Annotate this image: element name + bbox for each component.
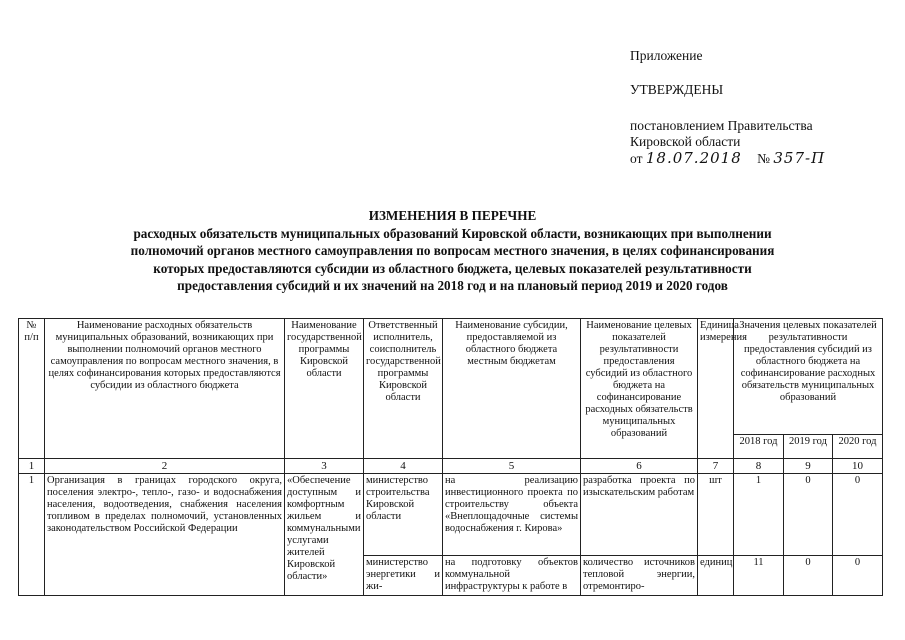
row-value-2018: 1	[734, 474, 784, 556]
title-line-4: которых предоставляются субсидии из областного бюджета, целевых показателей результативности	[153, 260, 752, 276]
handwritten-date: 18.07.2018	[645, 149, 742, 167]
col-number: 9	[784, 459, 833, 474]
col-number: 1	[19, 459, 45, 474]
col-number: 8	[734, 459, 784, 474]
table-row	[19, 474, 883, 556]
row-indicator: разработка проекта по изыскательским работам	[581, 474, 698, 556]
row-unit: единиц	[698, 556, 734, 596]
obligations-table	[18, 318, 883, 596]
header-values: Значения целевых показателей результативности предоставления субсидий из областного бюджета на софинансирование расходных обязательств муниципальных образований	[734, 319, 883, 435]
header-subsidy: Наименование субсидии, предоставляемой из областного бюджета местным бюджетам	[443, 319, 581, 459]
handwritten-number: 357-П	[773, 149, 826, 167]
number-prefix: №	[757, 151, 771, 166]
col-number: 6	[581, 459, 698, 474]
approved-label: УТВЕРЖДЕНЫ	[630, 82, 724, 97]
row-num: 1	[19, 474, 45, 596]
title-line-3: полномочий органов местного самоуправления по вопросам местного значения, в целях софинансирования	[130, 243, 775, 258]
decree-date-number	[630, 150, 825, 167]
col-number: 2	[45, 459, 285, 474]
row-subsidy: на подготовку объектов коммунальной инфраструктуры к работе в	[443, 556, 581, 596]
col-number: 3	[285, 459, 364, 474]
header-year-2020: 2020 год	[833, 435, 883, 459]
col-number: 10	[833, 459, 883, 474]
col-number: 7	[698, 459, 734, 474]
row-unit: шт	[698, 474, 734, 556]
decree-line-2: Кировской области	[630, 134, 741, 149]
date-prefix: от	[630, 151, 643, 166]
document-title	[40, 207, 865, 295]
row-program: «Обеспечение доступным и комфортным жильем и коммунальными услугами жителей Кировской области»	[285, 474, 364, 596]
header-executor: Ответственный исполнитель, соисполнитель государственной программы Кировской области	[364, 319, 443, 459]
row-value-2019: 0	[784, 474, 833, 556]
row-value-2020: 0	[833, 556, 883, 596]
row-subsidy: на реализацию инвестиционного проекта по строительству объекта «Внеплощадочные системы водоснабжения г. Кирова»	[443, 474, 581, 556]
header-unit: Единица измерения	[698, 319, 734, 459]
row-value-2018: 11	[734, 556, 784, 596]
col-number: 5	[443, 459, 581, 474]
header-year-2018: 2018 год	[734, 435, 784, 459]
row-value-2019: 0	[784, 556, 833, 596]
title-line-2: расходных обязательств муниципальных образований Кировской области, возникающих при выполнении	[133, 225, 772, 241]
title-line-1: ИЗМЕНЕНИЯ В ПЕРЕЧНЕ	[368, 208, 537, 223]
row-executor: министерство строительства Кировской области	[364, 474, 443, 556]
header-year-2019: 2019 год	[784, 435, 833, 459]
title-line-5: предоставления субсидий и их значений на 2018 год и на плановый период 2019 и 2020 годов	[177, 278, 728, 293]
header-obligation: Наименование расходных обязательств муниципальных образований, возникающих при выполнении полномочий органов местного самоуправления по вопросам местного значения, в целях софинансирования которых предоставляются субсидии из областного бюджета	[45, 319, 285, 459]
row-obligation: Организация в границах городского округа, поселения электро-, тепло-, газо- и водоснабжения населения, водоотведения, снабжения населения топливом в пределах полномочий, установленных законодательством Российской Федерации	[45, 474, 285, 596]
row-value-2020: 0	[833, 474, 883, 556]
column-numbers-row	[19, 459, 883, 474]
col-number: 4	[364, 459, 443, 474]
decree-line-1: постановлением Правительства	[630, 118, 813, 133]
header-program: Наименование государственной программы Кировской области	[285, 319, 364, 459]
header-num: № п/п	[19, 319, 45, 459]
row-indicator: количество источников тепловой энергии, отремонтиро-	[581, 556, 698, 596]
header-indicator: Наименование целевых показателей результативности предоставления субсидий из областного бюджета на софинансирование расходных обязательств муниципальных образований	[581, 319, 698, 459]
row-executor: министерство энергетики и жи-	[364, 556, 443, 596]
appendix-label: Приложение	[630, 48, 703, 63]
